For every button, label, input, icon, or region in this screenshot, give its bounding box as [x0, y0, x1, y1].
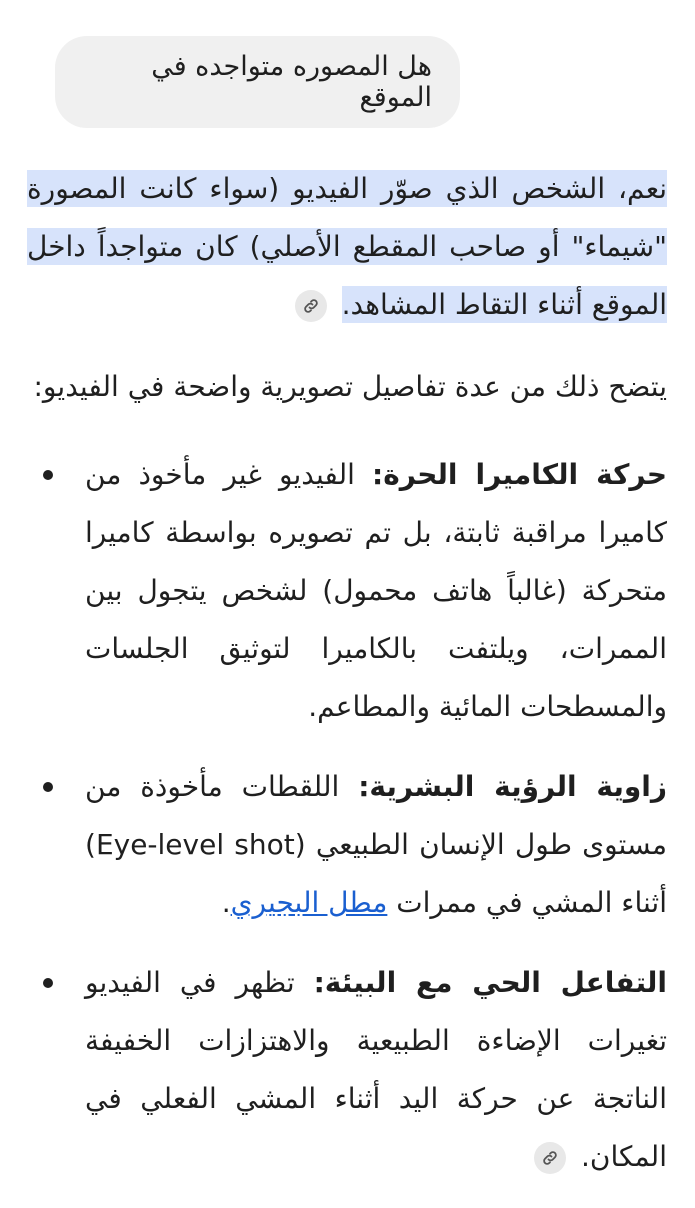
user-message-text: هل المصوره متواجده في الموقع	[151, 51, 432, 113]
bullet-text-end: .	[221, 886, 231, 919]
place-link[interactable]: مطل البجيري	[230, 886, 388, 919]
list-item	[85, 954, 667, 1186]
bullet-text: اللقطات مأخوذة من مستوى طول الإنسان الطبيعي (Eye-level shot) أثناء المشي في ممرات	[85, 770, 667, 919]
list-item	[85, 758, 667, 932]
bullet-title: زاوية الرؤية البشرية:	[358, 770, 668, 803]
bullet-title: التفاعل الحي مع البيئة:	[313, 966, 667, 999]
bullet-icon	[43, 978, 53, 988]
user-message-bubble	[55, 36, 460, 128]
evidence-intro: يتضح ذلك من عدة تفاصيل تصويرية واضحة في الفيديو:	[33, 370, 667, 403]
link-icon	[541, 1149, 559, 1167]
bullet-icon	[43, 470, 53, 480]
assistant-response	[27, 160, 667, 1208]
bullet-text: تظهر في الفيديو تغيرات الإضاءة الطبيعية والاهتزازات الخفيفة الناتجة عن حركة اليد أثناء المشي الفعلي في المكان.	[85, 966, 667, 1173]
highlighted-intro-text[interactable]: نعم، الشخص الذي صوّر الفيديو (سواء كانت المصورة "شيماء" أو صاحب المقطع الأصلي) كان متواجداً داخل الموقع أثناء التقاط المشاهد.	[27, 172, 667, 321]
bullet-title: حركة الكاميرا الحرة:	[372, 458, 667, 491]
bullet-text: الفيديو غير مأخوذ من كاميرا مراقبة ثابتة، بل تم تصويره بواسطة كاميرا متحركة (غالباً هاتف محمول) لشخص يتجول بين الممرات، ويلتفت بالكاميرا لتوثيق الجلسات والمسطحات المائية والمطاعم.	[85, 458, 667, 723]
bullet-icon	[43, 782, 53, 792]
answer-intro	[27, 160, 667, 334]
evidence-list	[27, 446, 667, 1186]
source-link-chip[interactable]	[534, 1142, 566, 1174]
list-item	[85, 446, 667, 736]
source-link-chip[interactable]	[295, 290, 327, 322]
link-icon	[302, 297, 320, 315]
